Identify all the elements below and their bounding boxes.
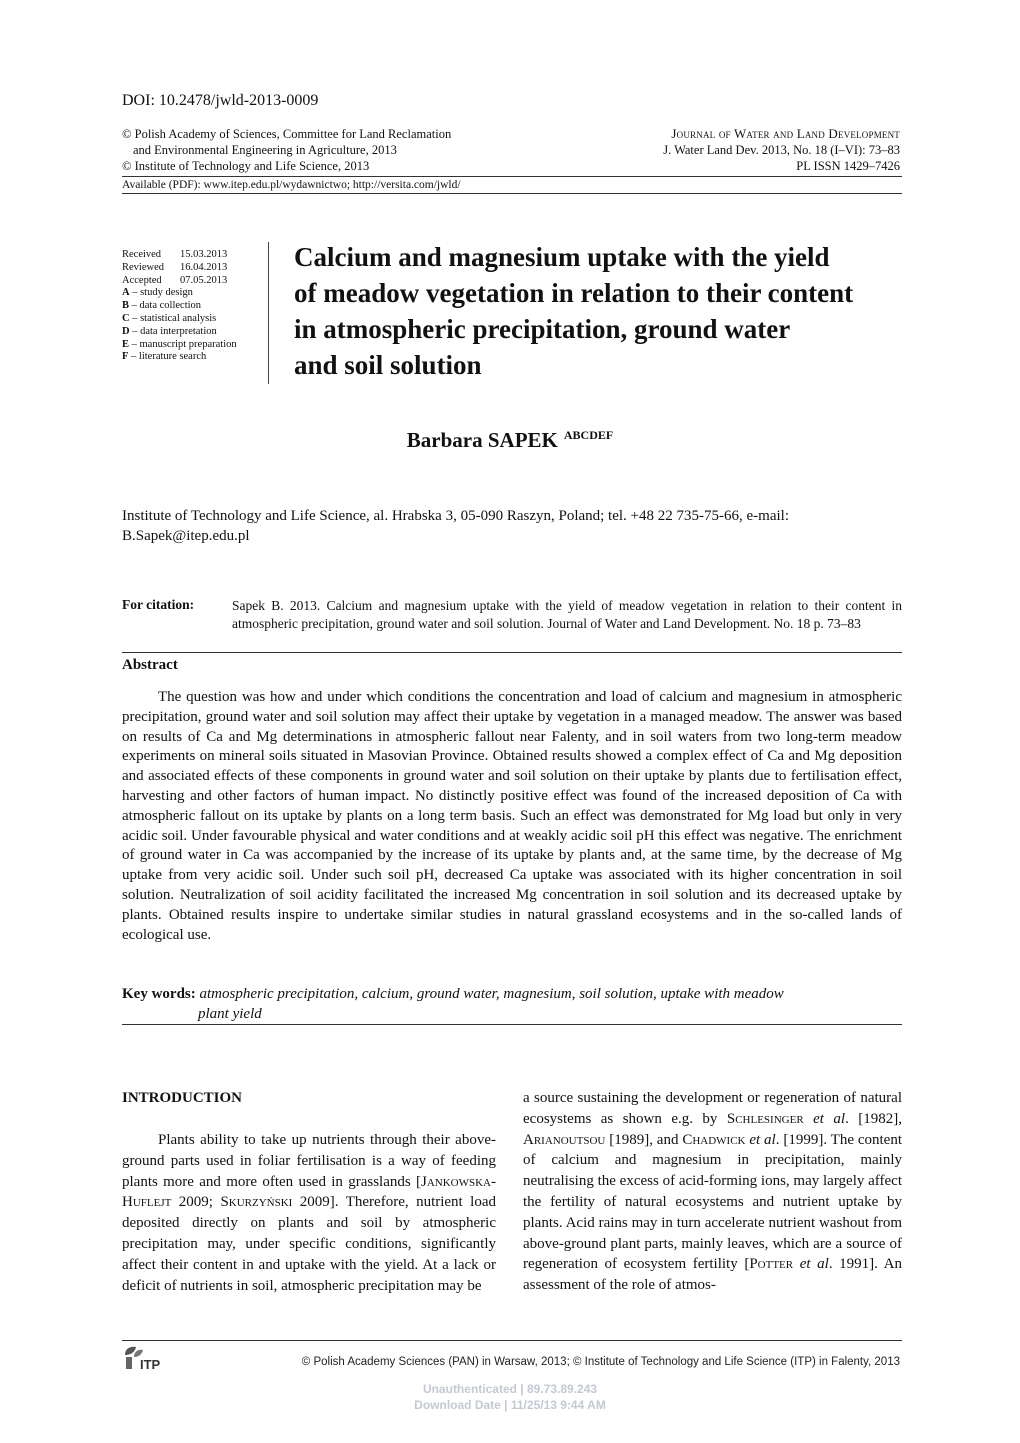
role-d: D – data interpretation [122,325,217,337]
publisher-info [122,126,562,174]
footer-copyright: © Polish Academy Sciences (PAN) in Warsaw, 2013; © Institute of Technology and Life Science (ITP) in Falenty, 2013 [301,1356,900,1368]
keywords-label: Key words: [122,986,196,1002]
abstract-heading: Abstract [122,657,178,673]
meta-divider [268,242,269,384]
footer-rule [122,1340,902,1341]
role-b: B – data collection [122,300,202,312]
intro-heading: INTRODUCTION [122,1090,243,1106]
journal-info [500,126,900,174]
author-name: Barbara SAPEK [406,428,558,452]
keywords-line-1: atmospheric precipitation, calcium, ground water, magnesium, soil solution, uptake with meadow [199,986,784,1002]
ref-skurzynski: Skurzyński [220,1194,293,1211]
abstract-text: The question was how and under which conditions the concentration and load of calcium and magnesium in atmospheric precipitation, ground water and soil solution may affect their uptake by vegetation in a managed meadow. The answer was based on results of Ca and Mg determinations in atmospheric fallout near Falenty, and in soil waters from two long-term meadow experiments on mineral soils situated in Masovian Province. Obtained results showed a complex effect of Ca and Mg deposition and associated effects of these components in ground water and soil solution on their uptake by plants due to fertilisation effect, harvesting and other factors of human impact. No distinctly positive effect was found of the increased deposition of Ca with atmospheric fallout on its uptake by plants on a long term basis. Such an effect was demonstrated for Mg load but only in very acidic soil. Under favourable physical and water conditions and at weakly acidic soil pH this effect was negative. The enrichment of ground water in Ca was accompanied by the increase of its uptake by plants and, at the same time, by the decrease of Mg uptake from very acidic soil. Under such soil pH, decreased Ca uptake was associated with its higher concentration in soil solution. Neutralization of soil acidity facilitated the increased Mg concentration in soil solution and its decreased uptake by plants. Obtained results inspire to undertake similar studies in natural grassland ecosystems and in the so-called lands of ecological use. [122,689,902,943]
ref-jankowska: Jankowska-Huflejt [122,1173,496,1211]
header-rule [122,176,902,177]
accepted-row: Accepted 07.05.2013 [122,274,228,286]
doi[interactable]: DOI: 10.2478/jwld-2013-0009 [122,92,319,109]
author-roles: ABCDEF [563,428,614,442]
ref-schlesinger: Schlesinger [726,1110,804,1127]
watermark-line-2: Download Date | 11/25/13 9:44 AM [414,1398,606,1412]
ref-potter: Potter [749,1256,794,1273]
received-row: Received 15.03.2013 [122,249,228,260]
journal-title: Journal of Water and Land Development [671,126,900,141]
role-a: A – study design [122,287,193,299]
publisher-line-2: and Environmental Engineering in Agriculture, 2013 [133,143,397,157]
article-meta [122,249,272,364]
logo-text: ITP [140,1357,161,1371]
citation-text: Sapek B. 2013. Calcium and magnesium uptake with the yield of meadow vegetation in relation to their content in atmospheric precipitation, ground water and soil solution. Journal of Water and Land Development. No. 18 p. 73–83 [232,598,902,631]
publisher-line-1: © Polish Academy of Sciences, Committee for Land Reclamation [122,127,452,141]
role-e: E – manuscript preparation [122,338,237,350]
article-title [294,239,894,383]
title-line-4: and soil solution [294,350,482,380]
itp-logo [122,1345,182,1371]
keywords [122,985,902,1024]
title-line-2: of meadow vegetation in relation to their content [294,278,854,308]
intro-left-column: Plants ability to take up nutrients through their above-ground parts used in foliar fertilisation is a way of feeding plants more and more often used in grasslands [Jankowska-Huflejt 2009; Skurzyński 2009]. Therefore, nutrient load deposited directly on plants and soil by atmospheric precipitation may, under specific conditions, significantly affect their content in and uptake with the yield. At a lack or deficit of nutrients in soil, atmospheric precipitation may be [122,1132,497,1294]
citation-label: For citation: [122,597,195,612]
ref-arianoutsou: Arianoutsou [523,1131,606,1148]
role-f: F – literature search [122,351,207,363]
ref-chadwick: Chadwick [682,1131,746,1148]
journal-ref: J. Water Land Dev. 2013, No. 18 (I–VI): 73–83 [663,143,900,157]
affiliation: Institute of Technology and Life Science, al. Hrabska 3, 05-090 Raszyn, Poland; tel. +48 22 735-75-66, e-mail: B.Sapek@itep.edu.pl [122,508,789,544]
header-rule-bottom [122,193,902,194]
availability-line[interactable]: Available (PDF): www.itep.edu.pl/wydawnictwo; http://versita.com/jwld/ [122,179,461,191]
keywords-rule [122,1024,902,1025]
reviewed-row: Reviewed 16.04.2013 [122,261,228,273]
author [0,428,1020,453]
title-line-3: in atmospheric precipitation, ground water [294,314,791,344]
citation-rule [122,652,902,653]
publisher-line-3: © Institute of Technology and Life Science, 2013 [122,159,370,173]
title-line-1: Calcium and magnesium uptake with the yield [294,242,830,272]
journal-issn: PL ISSN 1429–7426 [796,159,900,173]
keywords-line-2: plant yield [198,1005,262,1022]
intro-right-column: a source sustaining the development or regeneration of natural ecosystems as shown e.g. by Schlesinger et al. [1982], Arianoutsou [1989], and Chadwick et al. [1999]. The content of calcium and magnesium in precipitation, mainly neutralising the excess of acid-forming ions, may largely affect the fertility of natural ecosystems and nutrient uptake by plants. Acid rains may in turn accelerate nutrient washout from above-ground plant parts, mainly leaves, which are a source of regeneration of ecosystem fertility [Potter et al. 1991]. An assessment of the role of atmos- [523,1090,903,1294]
role-c: C – statistical analysis [122,312,217,324]
watermark-line-1: Unauthenticated | 89.73.89.243 [422,1382,598,1396]
